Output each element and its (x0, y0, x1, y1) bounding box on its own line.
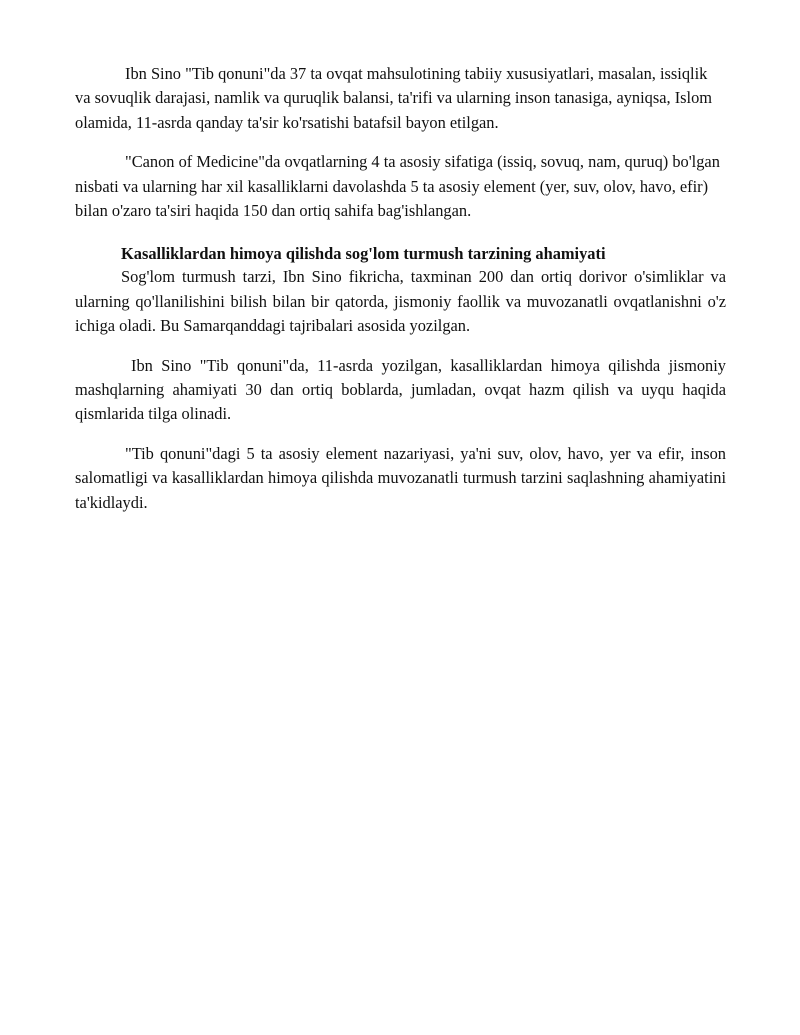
paragraph-food-properties: Ibn Sino "Tib qonuni"da 37 ta ovqat mahsulotining tabiiy xususiyatlari, masalan, issiqlik va sovuqlik darajasi, namlik va quruqlik balansi, ta'rifi va ularning inson tanasiga, ayniqsa, Islom olamida, 11-asrda qanday ta'sir ko'rsatishi batafsil bayon etilgan. (75, 64, 713, 132)
paragraph-five-elements: "Tib qonuni"dagi 5 ta asosiy element nazariyasi, ya'ni suv, olov, havo, yer va efir, inson salomatligi va kasalliklardan himoya qilishda muvozanatli turmush tarzini saqlashning ahamiyatini ta'kidlaydi. (75, 443, 726, 512)
paragraph-canon-of-medicine: "Canon of Medicine"da ovqatlarning 4 ta asosiy sifatiga (issiq, sovuq, nam, quruq) bo'lgan nisbati va ularning har xil kasalliklarni davolashda 5 ta asosiy element (yer, suv, olov, havo, efir) bilan o'zaro ta'siri haqida 150 dan ortiq sahifa bag'ishlangan. (75, 152, 720, 221)
paragraph-physical-exercise: Ibn Sino "Tib qonuni"da, 11-asrda yozilgan, kasalliklardan himoya qilishda jismoniy mashqlarning ahamiyati 30 dan ortiq boblarda, jumladan, ovqat hazm qilish va uyqu haqida qismlarida tilga olinadi. (75, 355, 726, 424)
section-heading: Kasalliklardan himoya qilishda sog'lom turmush tarzining ahamiyati (121, 244, 606, 264)
paragraph-healthy-lifestyle: Sog'lom turmush tarzi, Ibn Sino fikricha, taxminan 200 dan ortiq dorivor o'simliklar va ularning qo'llanilishini bilish bilan bir qatorda, jismoniy faollik va muvozanatli ovqatlanishni o'z ichiga oladi. Bu Samarqanddagi tajribalari asosida yozilgan. (75, 267, 726, 336)
document-page (75, 62, 726, 515)
